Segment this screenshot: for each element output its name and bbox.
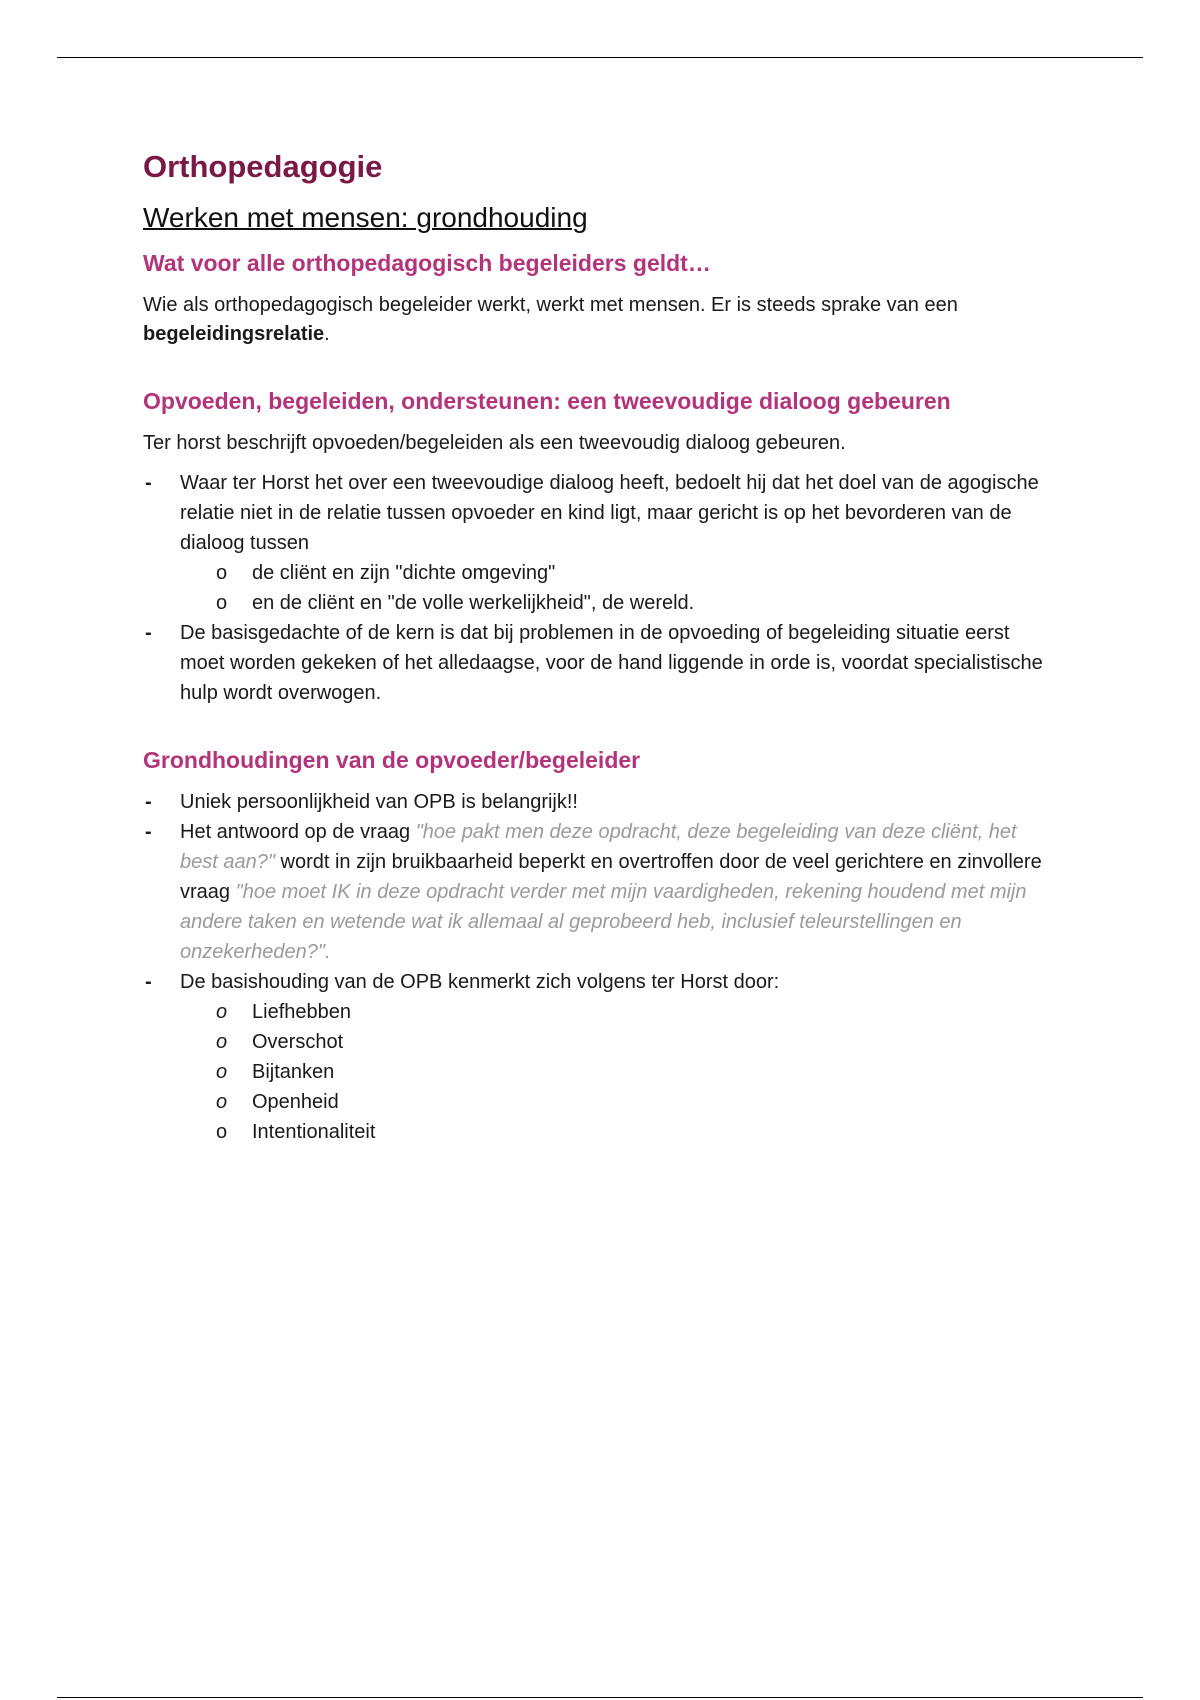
section-heading-3: Grondhoudingen van de opvoeder/begeleider (143, 746, 641, 773)
sub-list-item: o de cliënt en zijn "dichte omgeving" (216, 561, 556, 584)
document-subtitle: Werken met mensen: grondhouding (143, 202, 588, 234)
sub-list-item: o en de cliënt en "de volle werkelijkheid", de wereld. (216, 591, 695, 614)
list-item: - De basishouding van de OPB kenmerkt zich volgens ter Horst door: o Liefhebben o Overschot o Bijtanken o Openheid o Intentionaliteit (143, 967, 1043, 1147)
section-3-list (143, 787, 1043, 1147)
list-item: - De basisgedachte of de kern is dat bij problemen in de opvoeding of begeleiding situatie eerst moet worden gekeken of het alledaagse, voor de hand liggende in orde is, voordat specialistische hulp wordt overwogen. (143, 618, 1043, 708)
header-rule (57, 57, 1143, 58)
qualities-list (180, 997, 1043, 1147)
sub-list-item: o Intentionaliteit (216, 1121, 376, 1144)
list-item: - Uniek persoonlijkheid van OPB is belangrijk!! (143, 787, 1043, 817)
section-heading-1: Wat voor alle orthopedagogisch begeleiders geldt… (143, 249, 711, 276)
quoted-question: "hoe pakt men deze opdracht, deze begeleiding van deze cliënt, het best aan?" (180, 821, 1017, 874)
list-item: - Het antwoord op de vraag "hoe pakt men deze opdracht, deze begeleiding van deze cliënt, het best aan?" wordt in zijn bruikbaarheid beperkt en overtroffen door de veel gerichtere en zinvollere vraag "hoe moet IK in deze opdracht verder met mijn vaardigheden, rekening houdend met mijn andere taken en wetende wat ik allemaal al geprobeerd heb, inclusief teleurstellingen en onzekerheden?". (143, 817, 1043, 967)
list-item: - Waar ter Horst het over een tweevoudige dialoog heeft, bedoelt hij dat het doel van de agogische relatie niet in de relatie tussen opvoeder en kind ligt, maar gericht is op het bevorderen van de dialoog tussen o de cliënt en zijn "dichte omgeving" o en de cliënt en "de volle werkelijkheid", de wereld. (143, 468, 1043, 618)
footer-rule (57, 1697, 1143, 1698)
sub-list-item: o Openheid (216, 1091, 339, 1114)
sub-list-item: o Liefhebben (216, 1001, 351, 1024)
bold-term: begeleidingsrelatie (143, 322, 325, 345)
quoted-question: "hoe moet IK in deze opdracht verder met mijn vaardigheden, rekening houdend met mijn andere taken en wetende wat ik allemaal al geprobeerd heb, inclusief teleurstellingen en onzekerheden?". (180, 881, 1027, 964)
section-2-intro: Ter horst beschrijft opvoeden/begeleiden als een tweevoudig dialoog gebeuren. (143, 431, 846, 454)
section-heading-2: Opvoeden, begeleiden, ondersteunen: een tweevoudige dialoog gebeuren (143, 387, 951, 414)
sub-list (180, 558, 1043, 618)
sub-list-item: o Bijtanken (216, 1061, 335, 1084)
section-1-paragraph: Wie als orthopedagogisch begeleider werkt, werkt met mensen. Er is steeds sprake van een begeleidingsrelatie. (143, 293, 958, 345)
document-title: Orthopedagogie (143, 149, 383, 184)
sub-list-item: o Overschot (216, 1031, 344, 1054)
document-body (143, 140, 1043, 1147)
section-2-list (143, 468, 1043, 708)
